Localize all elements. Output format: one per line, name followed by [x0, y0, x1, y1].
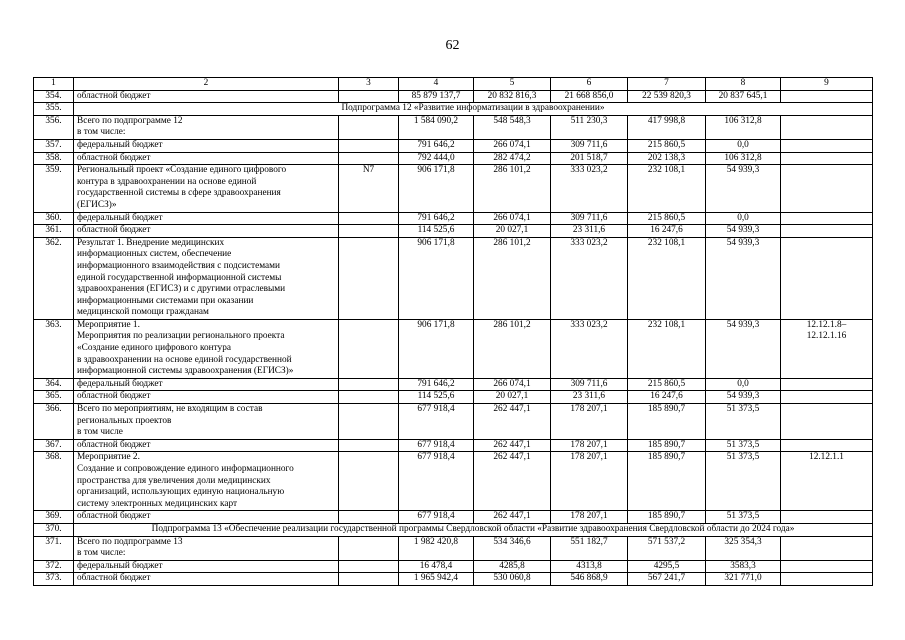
amount-cell: 417 998,8 [628, 115, 706, 139]
amount-cell: 215 860,5 [628, 212, 706, 225]
row-number: 373. [34, 573, 74, 586]
amount-cell: 571 537,2 [628, 536, 706, 560]
row-number: 366. [34, 404, 74, 440]
amount-cell: 178 207,1 [551, 452, 628, 511]
row-code [339, 225, 399, 238]
target-reference [781, 511, 873, 524]
amount-cell: 548 548,3 [474, 115, 551, 139]
description-line: областной бюджет [77, 573, 151, 584]
column-header-8: 8 [706, 78, 781, 91]
column-header-7: 7 [628, 78, 706, 91]
amount-cell: 677 918,4 [399, 452, 474, 511]
amount-cell: 51 373,5 [706, 452, 781, 511]
row-number: 357. [34, 139, 74, 152]
amount-cell: 51 373,5 [706, 404, 781, 440]
amount-cell: 178 207,1 [551, 511, 628, 524]
description-line: областной бюджет [77, 152, 151, 163]
amount-cell: 309 711,6 [551, 378, 628, 391]
amount-cell: 530 060,8 [474, 573, 551, 586]
row-code [339, 115, 399, 139]
target-reference [781, 404, 873, 440]
description-line: единой государственной информационной системы [77, 272, 282, 283]
row-code [339, 391, 399, 404]
amount-cell: 54 939,3 [706, 165, 781, 212]
amount-cell: 677 918,4 [399, 404, 474, 440]
table-row [34, 452, 873, 511]
row-code [339, 139, 399, 152]
target-reference [781, 536, 873, 560]
amount-cell: 202 138,3 [628, 152, 706, 165]
table-row [34, 152, 873, 165]
table-row [34, 165, 873, 212]
description-line: Мероприятие 1. [77, 319, 140, 330]
amount-cell: 0,0 [706, 212, 781, 225]
description-line: пространства для увеличения доли медицинских [77, 475, 271, 486]
description-line: в том числе: [77, 127, 126, 138]
table-row [34, 237, 873, 319]
row-description [74, 237, 339, 319]
table-row [34, 225, 873, 238]
amount-cell: 185 890,7 [628, 452, 706, 511]
amount-cell: 677 918,4 [399, 511, 474, 524]
page-number: 62 [445, 38, 460, 53]
row-code [339, 511, 399, 524]
amount-cell: 262 447,1 [474, 511, 551, 524]
amount-cell: 185 890,7 [628, 511, 706, 524]
amount-cell: 185 890,7 [628, 404, 706, 440]
row-description [74, 391, 339, 404]
row-description [74, 404, 339, 440]
amount-cell: 215 860,5 [628, 139, 706, 152]
description-line: Всего по мероприятиям, не входящим в состав [77, 404, 263, 415]
column-header-9: 9 [781, 78, 873, 91]
amount-cell: 232 108,1 [628, 237, 706, 319]
description-line: Всего по подпрограмме 12 [77, 115, 183, 126]
row-number: 361. [34, 225, 74, 238]
row-code [339, 452, 399, 511]
description-line: федеральный бюджет [77, 139, 163, 150]
amount-cell: 511 230,3 [551, 115, 628, 139]
amount-cell: 286 101,2 [474, 237, 551, 319]
amount-cell: 534 346,6 [474, 536, 551, 560]
row-code [339, 237, 399, 319]
amount-cell: 178 207,1 [551, 439, 628, 452]
description-line: федеральный бюджет [77, 560, 163, 571]
amount-cell: 51 373,5 [706, 439, 781, 452]
amount-cell: 4295,5 [628, 560, 706, 573]
target-reference [781, 439, 873, 452]
description-line: областной бюджет [77, 391, 151, 402]
amount-cell: 546 868,9 [551, 573, 628, 586]
table-row [34, 439, 873, 452]
row-number: 370. [34, 523, 74, 536]
target-reference [781, 573, 873, 586]
target-reference [781, 319, 873, 378]
amount-cell: 20 837 645,1 [706, 90, 781, 103]
reference-line: 12.12.1.8– [806, 319, 847, 330]
amount-cell: 0,0 [706, 139, 781, 152]
amount-cell: 16 478,4 [399, 560, 474, 573]
amount-cell: 85 879 137,7 [399, 90, 474, 103]
column-header-2: 2 [74, 78, 339, 91]
row-description [74, 152, 339, 165]
description-line: Всего по подпрограмме 13 [77, 536, 183, 547]
description-line: систему электронных медицинских карт [77, 498, 238, 509]
target-reference [781, 378, 873, 391]
target-reference [781, 90, 873, 103]
row-number: 369. [34, 511, 74, 524]
amount-cell: 54 939,3 [706, 391, 781, 404]
description-line: в том числе [77, 427, 123, 438]
row-number: 358. [34, 152, 74, 165]
description-line: информационными системами при оказании [77, 295, 254, 306]
description-line: областной бюджет [77, 439, 151, 450]
amount-cell: 20 027,1 [474, 225, 551, 238]
amount-cell: 567 241,7 [628, 573, 706, 586]
amount-cell: 906 171,8 [399, 165, 474, 212]
table-row [34, 115, 873, 139]
row-code [339, 404, 399, 440]
row-code [339, 152, 399, 165]
row-number: 368. [34, 452, 74, 511]
description-line: Мероприятия по реализации регионального проекта [77, 331, 285, 342]
row-number: 356. [34, 115, 74, 139]
description-line: Создание и сопровождение единого информационного [77, 464, 294, 474]
amount-cell: 215 860,5 [628, 378, 706, 391]
row-description [74, 319, 339, 378]
amount-cell: 54 939,3 [706, 319, 781, 378]
table-row [34, 404, 873, 440]
table-row [34, 103, 873, 116]
amount-cell: 114 525,6 [399, 391, 474, 404]
amount-cell: 333 023,2 [551, 165, 628, 212]
row-number: 371. [34, 536, 74, 560]
row-code [339, 536, 399, 560]
amount-cell: 4313,8 [551, 560, 628, 573]
amount-cell: 262 447,1 [474, 404, 551, 440]
target-reference [781, 212, 873, 225]
amount-cell: 201 518,7 [551, 152, 628, 165]
description-line: Мероприятие 2. [77, 452, 140, 463]
subprogram-title: Подпрограмма 13 «Обеспечение реализации государственной программы Свердловской области «Развитие здравоохранения Свердловской области до 2024 года» [74, 523, 873, 536]
amount-cell: 266 074,1 [474, 212, 551, 225]
row-number: 360. [34, 212, 74, 225]
amount-cell: 178 207,1 [551, 404, 628, 440]
amount-cell: 185 890,7 [628, 439, 706, 452]
row-description [74, 573, 339, 586]
table-row [34, 560, 873, 573]
description-line: Результат 1. Внедрение медицинских [77, 237, 225, 248]
column-header-1: 1 [34, 78, 74, 91]
amount-cell: 16 247,6 [628, 225, 706, 238]
target-reference [781, 152, 873, 165]
description-line: областной бюджет [77, 225, 151, 236]
row-number: 364. [34, 378, 74, 391]
table-row [34, 573, 873, 586]
table-row [34, 391, 873, 404]
row-description [74, 115, 339, 139]
amount-cell: 309 711,6 [551, 139, 628, 152]
amount-cell: 266 074,1 [474, 378, 551, 391]
row-number: 363. [34, 319, 74, 378]
row-code [339, 439, 399, 452]
description-line: федеральный бюджет [77, 378, 163, 389]
description-line: информационного взаимодействия с подсистемами [77, 260, 281, 271]
amount-cell: 333 023,2 [551, 319, 628, 378]
row-code [339, 319, 399, 378]
description-line: областной бюджет [77, 90, 151, 101]
row-description [74, 536, 339, 560]
amount-cell: 791 646,2 [399, 212, 474, 225]
amount-cell: 791 646,2 [399, 378, 474, 391]
amount-cell: 23 311,6 [551, 225, 628, 238]
description-line: (ЕГИСЗ)» [77, 199, 117, 210]
amount-cell: 282 474,2 [474, 152, 551, 165]
amount-cell: 1 982 420,8 [399, 536, 474, 560]
amount-cell: 262 447,1 [474, 452, 551, 511]
amount-cell: 333 023,2 [551, 237, 628, 319]
amount-cell: 20 027,1 [474, 391, 551, 404]
row-number: 355. [34, 103, 74, 116]
amount-cell: 266 074,1 [474, 139, 551, 152]
table-row [34, 536, 873, 560]
target-reference [781, 225, 873, 238]
description-line: контура в здравоохранении на основе единой [77, 176, 257, 187]
amount-cell: 16 247,6 [628, 391, 706, 404]
amount-cell: 4285,8 [474, 560, 551, 573]
amount-cell: 286 101,2 [474, 165, 551, 212]
row-description [74, 439, 339, 452]
row-description [74, 452, 339, 511]
table-row [34, 378, 873, 391]
target-reference [781, 139, 873, 152]
row-description [74, 560, 339, 573]
amount-cell: 792 444,0 [399, 152, 474, 165]
row-description [74, 378, 339, 391]
table-row [34, 511, 873, 524]
reference-line: 12.12.1.16 [806, 331, 847, 342]
amount-cell: 906 171,8 [399, 237, 474, 319]
description-line: федеральный бюджет [77, 212, 163, 223]
target-reference [781, 165, 873, 212]
row-code [339, 90, 399, 103]
amount-cell: 791 646,2 [399, 139, 474, 152]
target-reference [781, 560, 873, 573]
amount-cell: 232 108,1 [628, 165, 706, 212]
description-line: медицинской помощи гражданам [77, 307, 209, 318]
row-number: 365. [34, 391, 74, 404]
description-line: «Создание единого цифрового контура [77, 343, 231, 354]
row-code: N7 [339, 165, 399, 212]
row-code [339, 560, 399, 573]
description-line: организаций, использующих единую национальную [77, 487, 285, 498]
table-row [34, 523, 873, 536]
row-description [74, 212, 339, 225]
row-code [339, 573, 399, 586]
description-line: государственной системы в сфере здравоохранения [77, 188, 281, 199]
budget-table [33, 77, 873, 586]
subprogram-title: Подпрограмма 12 «Развитие информатизации в здравоохранении» [74, 103, 873, 116]
amount-cell: 551 182,7 [551, 536, 628, 560]
amount-cell: 677 918,4 [399, 439, 474, 452]
row-number: 354. [34, 90, 74, 103]
amount-cell: 321 771,0 [706, 573, 781, 586]
target-reference [781, 452, 873, 511]
row-description [74, 225, 339, 238]
column-header-4: 4 [399, 78, 474, 91]
amount-cell: 54 939,3 [706, 237, 781, 319]
column-header-3: 3 [339, 78, 399, 91]
column-header-5: 5 [474, 78, 551, 91]
amount-cell: 54 939,3 [706, 225, 781, 238]
row-number: 372. [34, 560, 74, 573]
amount-cell: 1 584 090,2 [399, 115, 474, 139]
amount-cell: 232 108,1 [628, 319, 706, 378]
column-header-6: 6 [551, 78, 628, 91]
description-line: в здравоохранении на основе единой государственной [77, 354, 292, 365]
row-code [339, 378, 399, 391]
description-line: областной бюджет [77, 511, 151, 522]
description-line: в том числе: [77, 548, 126, 559]
target-reference [781, 115, 873, 139]
row-description [74, 511, 339, 524]
target-reference [781, 391, 873, 404]
amount-cell: 906 171,8 [399, 319, 474, 378]
table-row [34, 319, 873, 378]
amount-cell: 51 373,5 [706, 511, 781, 524]
amount-cell: 286 101,2 [474, 319, 551, 378]
description-line: здравоохранения (ЕГИСЗ) и с другими отраслевыми [77, 284, 286, 295]
amount-cell: 3583,3 [706, 560, 781, 573]
description-line: региональных проектов [77, 415, 172, 426]
table-row [34, 90, 873, 103]
reference-line: 12.12.1.1 [809, 452, 844, 463]
amount-cell: 23 311,6 [551, 391, 628, 404]
amount-cell: 106 312,8 [706, 115, 781, 139]
row-description [74, 90, 339, 103]
amount-cell: 106 312,8 [706, 152, 781, 165]
table-header-row [34, 78, 873, 91]
description-line: информационных систем, обеспечение [77, 249, 232, 260]
amount-cell: 1 965 942,4 [399, 573, 474, 586]
row-description [74, 165, 339, 212]
amount-cell: 20 832 816,3 [474, 90, 551, 103]
row-number: 362. [34, 237, 74, 319]
table-row [34, 212, 873, 225]
amount-cell: 309 711,6 [551, 212, 628, 225]
row-code [339, 212, 399, 225]
row-number: 359. [34, 165, 74, 212]
description-line: Региональный проект «Создание единого цифрового [77, 165, 287, 176]
amount-cell: 262 447,1 [474, 439, 551, 452]
amount-cell: 114 525,6 [399, 225, 474, 238]
row-number: 367. [34, 439, 74, 452]
row-description [74, 139, 339, 152]
amount-cell: 22 539 820,3 [628, 90, 706, 103]
amount-cell: 21 668 856,0 [551, 90, 628, 103]
target-reference [781, 237, 873, 319]
amount-cell: 325 354,3 [706, 536, 781, 560]
table-row [34, 139, 873, 152]
description-line: информационной системы здравоохранения (ЕГИСЗ)» [77, 366, 294, 377]
amount-cell: 0,0 [706, 378, 781, 391]
